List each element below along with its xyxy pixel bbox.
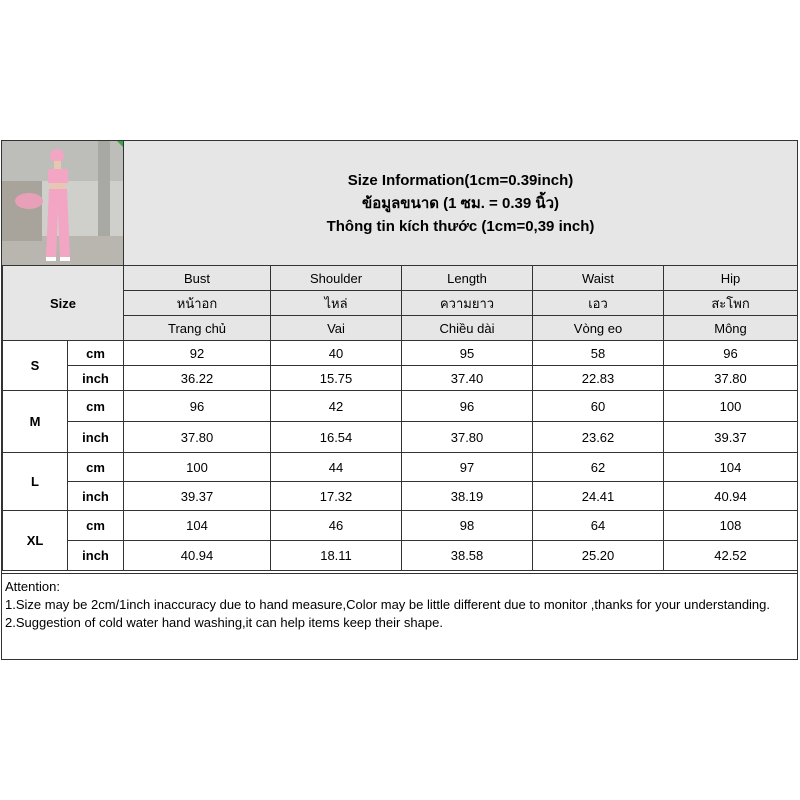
title-english: Size Information(1cm=0.39inch)	[347, 171, 574, 189]
value-cell: 38.58	[402, 541, 533, 571]
column-header-vietnamese: Vòng eo	[533, 316, 664, 341]
value-cell: 22.83	[533, 366, 664, 391]
value-cell: 95	[402, 341, 533, 366]
unit-cell: inch	[68, 422, 124, 453]
attention-notes	[2, 573, 797, 659]
unit-cell: inch	[68, 482, 124, 511]
product-photo	[2, 141, 124, 265]
value-cell: 40.94	[124, 541, 271, 571]
title-thai: ข้อมูลขนาด (1 ซม. = 0.39 นิ้ว)	[361, 194, 560, 212]
value-cell: 37.80	[124, 422, 271, 453]
value-cell: 104	[124, 511, 271, 541]
table-row	[3, 541, 798, 571]
size-table	[2, 265, 798, 571]
value-cell: 37.80	[402, 422, 533, 453]
chart-header	[2, 141, 797, 265]
value-cell: 37.80	[664, 366, 798, 391]
column-header: Length	[402, 266, 533, 291]
table-row	[3, 391, 798, 422]
column-header: Shoulder	[271, 266, 402, 291]
table-row	[3, 511, 798, 541]
column-header-vietnamese: Vai	[271, 316, 402, 341]
column-header-thai: เอว	[533, 291, 664, 316]
table-row	[3, 366, 798, 391]
table-row	[3, 422, 798, 453]
value-cell: 96	[664, 341, 798, 366]
value-cell: 18.11	[271, 541, 402, 571]
value-cell: 62	[533, 453, 664, 482]
column-header-thai: ไหล่	[271, 291, 402, 316]
column-header: Bust	[124, 266, 271, 291]
table-row	[3, 341, 798, 366]
value-cell: 40	[271, 341, 402, 366]
size-heading: Size	[3, 266, 124, 341]
value-cell: 58	[533, 341, 664, 366]
value-cell: 46	[271, 511, 402, 541]
value-cell: 24.41	[533, 482, 664, 511]
attention-line: 1.Size may be 2cm/1inch inaccuracy due to hand measure,Color may be little different due to monitor ,thanks for your understanding.	[5, 597, 771, 612]
column-header-thai: ความยาว	[402, 291, 533, 316]
title-block	[124, 141, 797, 265]
value-cell: 17.32	[271, 482, 402, 511]
column-header-thai: สะโพก	[664, 291, 798, 316]
value-cell: 39.37	[124, 482, 271, 511]
value-cell: 92	[124, 341, 271, 366]
size-cell: M	[3, 391, 68, 453]
value-cell: 15.75	[271, 366, 402, 391]
value-cell: 108	[664, 511, 798, 541]
size-cell: S	[3, 341, 68, 391]
column-header-vietnamese: Mông	[664, 316, 798, 341]
value-cell: 100	[124, 453, 271, 482]
value-cell: 97	[402, 453, 533, 482]
attention-heading: Attention:	[5, 579, 60, 594]
value-cell: 36.22	[124, 366, 271, 391]
unit-cell: cm	[68, 341, 124, 366]
size-cell: L	[3, 453, 68, 511]
value-cell: 104	[664, 453, 798, 482]
value-cell: 16.54	[271, 422, 402, 453]
value-cell: 42.52	[664, 541, 798, 571]
product-photo-image	[2, 141, 123, 265]
column-header-vietnamese: Trang chủ	[124, 316, 271, 341]
value-cell: 44	[271, 453, 402, 482]
column-header-vietnamese: Chiều dài	[402, 316, 533, 341]
size-cell: XL	[3, 511, 68, 571]
value-cell: 42	[271, 391, 402, 422]
value-cell: 38.19	[402, 482, 533, 511]
value-cell: 37.40	[402, 366, 533, 391]
value-cell: 64	[533, 511, 664, 541]
value-cell: 60	[533, 391, 664, 422]
attention-line: 2.Suggestion of cold water hand washing,it can help items keep their shape.	[5, 615, 443, 630]
column-header: Waist	[533, 266, 664, 291]
value-cell: 39.37	[664, 422, 798, 453]
value-cell: 98	[402, 511, 533, 541]
unit-cell: cm	[68, 511, 124, 541]
column-header-thai: หน้าอก	[124, 291, 271, 316]
table-row	[3, 482, 798, 511]
header-row-english	[3, 266, 798, 291]
value-cell: 96	[124, 391, 271, 422]
value-cell: 23.62	[533, 422, 664, 453]
unit-cell: inch	[68, 541, 124, 571]
value-cell: 25.20	[533, 541, 664, 571]
value-cell: 100	[664, 391, 798, 422]
size-chart	[1, 140, 798, 660]
unit-cell: inch	[68, 366, 124, 391]
unit-cell: cm	[68, 453, 124, 482]
value-cell: 96	[402, 391, 533, 422]
unit-cell: cm	[68, 391, 124, 422]
value-cell: 40.94	[664, 482, 798, 511]
table-row	[3, 453, 798, 482]
title-vietnamese: Thông tin kích thước (1cm=0,39 inch)	[326, 217, 595, 235]
column-header: Hip	[664, 266, 798, 291]
